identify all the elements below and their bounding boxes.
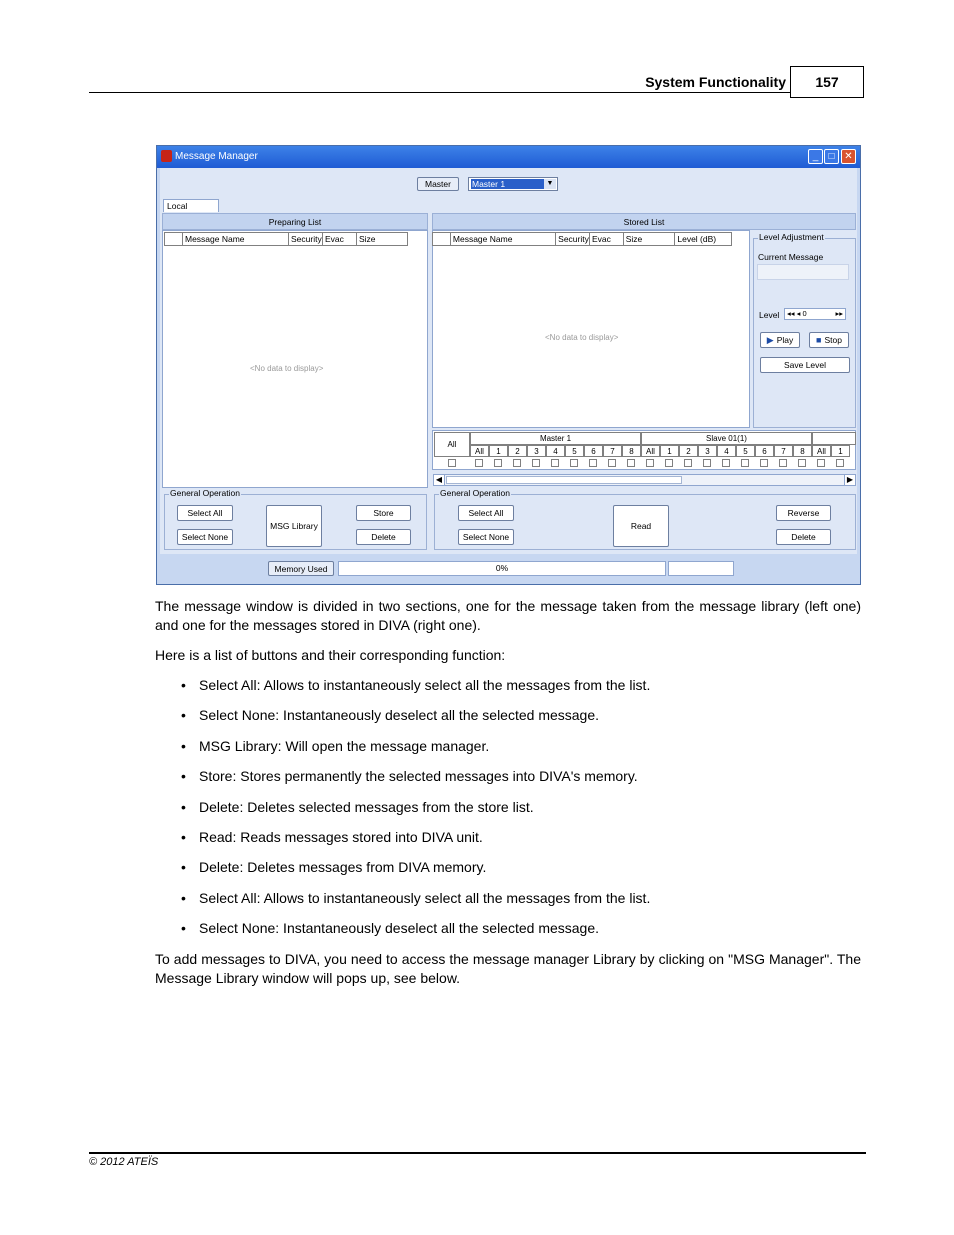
copyright: © 2012 ATEÏS [89,1156,159,1168]
right-select-none-button[interactable]: Select None [458,529,514,545]
output-checkbox[interactable] [475,459,483,467]
bullet-icon: • [181,859,186,876]
output-checkbox[interactable] [589,459,597,467]
column-header[interactable]: Evac [323,233,357,245]
bullet-icon: • [181,828,186,845]
output-column-header[interactable]: 3 [698,445,717,457]
output-column-header[interactable]: 8 [793,445,812,457]
list-item [181,887,650,917]
left-select-all-button[interactable]: Select All [177,505,233,521]
section-title: System Functionality [645,74,786,90]
intro-paragraph: The message window is divided in two sections, one for the message taken from the message library (left one) and one for the messages stored in DIVA (right one). [155,598,861,633]
bullet-icon: • [181,889,186,906]
row-selector-header [165,233,183,245]
list-item-text: Delete: Deletes messages from DIVA memory. [199,859,487,876]
list-item [181,917,650,947]
output-column-header[interactable]: All [641,445,660,457]
output-checkbox[interactable] [551,459,559,467]
column-header[interactable]: Message Name [183,233,289,245]
button-function-list [181,674,650,948]
left-delete-button[interactable]: Delete [356,529,411,545]
list-item-text: Select All: Allows to instantaneously select all the messages from the list. [199,889,651,906]
list-item [181,735,650,765]
output-column-header[interactable]: 5 [736,445,755,457]
output-checkbox[interactable] [836,459,844,467]
read-button[interactable]: Read [613,505,669,547]
level-stepper[interactable] [784,308,846,320]
output-checkbox[interactable] [665,459,673,467]
memory-progress-bar [338,561,666,576]
message-manager-window [156,145,861,585]
bullet-icon: • [181,920,186,937]
memory-used-label: Memory Used [268,561,334,576]
output-checkbox[interactable] [741,459,749,467]
all-outputs-checkbox[interactable] [448,459,456,467]
window-titlebar [157,146,860,168]
play-button-label: Play [776,335,794,345]
bullet-icon: • [181,798,186,815]
extra-group-header [812,432,856,445]
stop-button-label: Stop [824,335,842,345]
master-select[interactable] [468,177,558,191]
output-column-header[interactable]: 7 [774,445,793,457]
output-checkbox[interactable] [646,459,654,467]
left-general-operation-title: General Operation [170,488,240,498]
slave-group-header: Slave 01(1) [641,432,812,445]
list-item [181,765,650,795]
output-column-header[interactable]: 3 [527,445,546,457]
output-column-header[interactable]: 2 [508,445,527,457]
scroll-left-icon[interactable]: ◀ [434,475,445,485]
all-outputs-header[interactable]: All [434,432,470,457]
output-checkbox[interactable] [627,459,635,467]
right-general-operation-title: General Operation [440,488,510,498]
list-item-text: Delete: Deletes selected messages from the store list. [199,798,534,815]
list-item-text: Select None: Instantaneously deselect all the selected message. [199,707,600,724]
column-header[interactable]: Size [624,233,676,245]
scroll-right-icon[interactable]: ▶ [844,475,855,485]
master-group-header: Master 1 [470,432,641,445]
scrollbar-thumb[interactable] [446,476,682,484]
bullet-icon: • [181,677,186,693]
memory-extra-field [668,561,734,576]
list-intro: Here is a list of buttons and their corresponding function: [155,647,506,663]
preparing-list-title: Preparing List [162,213,428,230]
output-column-header[interactable]: 7 [603,445,622,457]
output-column-header[interactable]: 5 [565,445,584,457]
right-delete-button[interactable]: Delete [776,529,831,545]
close-icon[interactable]: ✕ [841,149,856,164]
row-selector-header [433,233,451,245]
tab-local-memory[interactable]: Local [163,199,219,212]
output-column-header[interactable]: 2 [679,445,698,457]
output-column-header[interactable]: 1 [831,445,850,457]
output-column-header[interactable]: All [470,445,489,457]
save-level-button[interactable]: Save Level [760,357,850,373]
list-item-text: Select None: Instantaneously deselect all the selected message. [199,920,600,937]
closing-paragraph: To add messages to DIVA, you need to access the message manager Library by clicking on "MSG Manager". The Message Library window will pops up, see below. [155,951,861,986]
chevron-down-icon[interactable]: ▼ [544,179,556,189]
rewind-icon[interactable]: ◂◂ [787,309,795,318]
msg-library-button[interactable]: MSG Library [266,505,322,547]
output-checkbox[interactable] [798,459,806,467]
output-checkbox[interactable] [513,459,521,467]
list-item [181,856,650,886]
output-column-header[interactable]: 1 [489,445,508,457]
output-checkbox[interactable] [608,459,616,467]
output-checkbox[interactable] [779,459,787,467]
window-content [160,168,857,582]
bullet-icon: • [181,768,186,785]
output-column-header[interactable]: 8 [622,445,641,457]
reverse-button[interactable]: Reverse [776,505,831,521]
list-item [181,826,650,856]
current-message-field [757,264,849,280]
header-rule [89,92,791,93]
stored-list-header [432,232,732,246]
list-item [181,796,650,826]
output-checkbox[interactable] [703,459,711,467]
fast-forward-icon[interactable]: ▸▸ [835,309,843,318]
window-title: Message Manager [175,151,258,162]
footer-rule [89,1152,866,1154]
level-label: Level [759,310,780,320]
bullet-icon: • [181,737,186,754]
column-header[interactable]: Size [359,234,376,244]
output-column-header[interactable]: 6 [755,445,774,457]
output-checkbox[interactable] [570,459,578,467]
left-select-none-button[interactable]: Select None [177,529,233,545]
memory-used-value: 0% [495,563,509,573]
column-header[interactable]: Security [291,234,322,244]
bullet-icon: • [181,707,186,724]
output-column-header[interactable]: 4 [717,445,736,457]
output-checkbox[interactable] [760,459,768,467]
output-column-header[interactable]: All [812,445,831,457]
column-header[interactable]: Level (dB) [677,234,717,244]
level-adjustment-title: Level Adjustment [759,232,824,242]
output-checkbox[interactable] [817,459,825,467]
stored-list-panel [432,230,750,428]
store-button[interactable]: Store [356,505,411,521]
master-label: Master [417,177,459,191]
output-column-header[interactable]: 4 [546,445,565,457]
column-header[interactable]: Security [558,234,589,244]
list-item [181,704,650,734]
minimize-icon[interactable]: _ [808,149,823,164]
column-header[interactable]: Message Name [451,233,556,245]
output-checkbox[interactable] [684,459,692,467]
preparing-list-empty: <No data to display> [250,364,324,373]
stored-list-empty: <No data to display> [545,333,619,342]
app-icon [161,150,172,162]
output-column-header[interactable]: 6 [584,445,603,457]
list-item-text: Select All: Allows to instantaneously select all the messages from the list. [199,677,651,693]
list-item [181,674,650,704]
master-select-value: Master 1 [471,179,544,189]
play-icon: ▶ [766,334,774,345]
page-number: 157 [790,66,864,98]
stored-list-title: Stored List [432,213,856,230]
horizontal-scrollbar[interactable] [433,474,856,486]
step-back-icon[interactable]: ◂ [796,309,801,318]
list-item-text: Read: Reads messages stored into DIVA unit. [199,828,483,845]
output-column-header[interactable]: 1 [660,445,679,457]
level-value: 0 [802,309,807,318]
preparing-list-header [164,232,408,246]
preparing-list-panel [162,230,428,488]
list-item-text: MSG Library: Will open the message manager. [199,737,490,754]
column-header[interactable]: Evac [590,233,624,245]
play-button[interactable] [760,332,800,348]
current-message-label: Current Message [758,252,824,262]
list-item-text: Store: Stores permanently the selected messages into DIVA's memory. [199,768,638,785]
output-checkbox[interactable] [494,459,502,467]
stop-icon: ■ [816,335,822,345]
stop-button[interactable] [809,332,849,348]
maximize-icon[interactable]: □ [824,149,839,164]
output-checkbox[interactable] [532,459,540,467]
right-select-all-button[interactable]: Select All [458,505,514,521]
output-checkbox[interactable] [722,459,730,467]
